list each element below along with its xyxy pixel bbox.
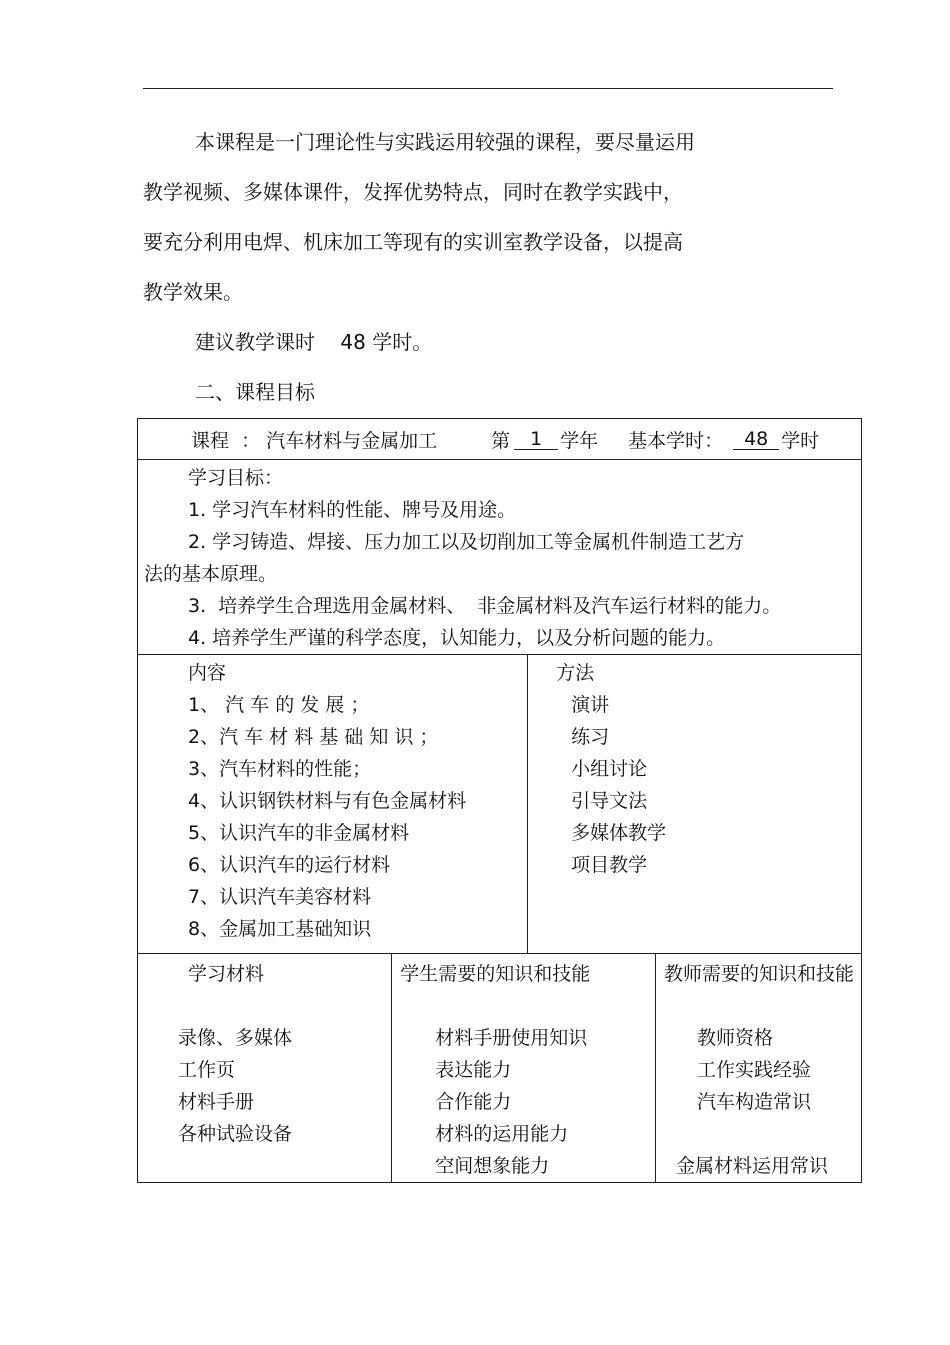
section-heading: 二、课程目标	[195, 380, 315, 404]
student-skill-item: 材料的运用能力	[435, 1123, 569, 1145]
year-suffix: 学年	[560, 429, 599, 452]
objective-item: 2. 学习铸造、焊接、压力加工以及切削加工等金属机件制造工艺方	[188, 531, 745, 553]
objectives-cell	[138, 460, 862, 655]
objectives-title: 学习目标：	[188, 467, 284, 489]
materials-title: 学习材料	[188, 963, 265, 985]
content-item: 8、金属加工基础知识	[188, 918, 372, 940]
method-item: 多媒体教学	[571, 822, 667, 844]
teacher-skill-item: 教师资格	[696, 1027, 773, 1049]
content-item: 1、 汽 车 的 发 展 ；	[188, 694, 370, 716]
student-skills-cell	[392, 954, 656, 1183]
course-header	[138, 419, 861, 459]
content-item: 3、汽车材料的性能；	[188, 758, 372, 780]
method-item: 项目教学	[571, 854, 648, 876]
student-skill-item: 材料手册使用知识	[435, 1027, 588, 1049]
materials-item: 材料手册	[178, 1091, 255, 1113]
teacher-skill-item: 汽车构造常识	[696, 1091, 811, 1113]
materials-cell	[138, 954, 392, 1183]
content-item: 5、认识汽车的非金属材料	[188, 822, 410, 844]
student-skill-item: 表达能力	[435, 1059, 512, 1081]
teacher-skills-title: 教师需要的知识和技能	[663, 963, 854, 985]
hours-note: 建议教学课时 48 学时。	[195, 330, 433, 354]
teacher-skill-item: 工作实践经验	[696, 1059, 811, 1081]
content-title: 内容	[188, 662, 227, 684]
method-item: 演讲	[571, 694, 610, 716]
course-header-cell	[138, 419, 862, 460]
year-prefix: 第	[491, 429, 511, 452]
method-item: 小组讨论	[571, 758, 648, 780]
intro-line-1: 本课程是一门理论性与实践运用较强的课程，要尽量运用	[195, 130, 695, 154]
content-cell	[138, 655, 528, 954]
hours-label: 基本学时：	[628, 429, 724, 452]
intro-line-4: 教学效果。	[143, 280, 243, 304]
content-item: 4、认识钢铁材料与有色金属材料	[188, 790, 467, 812]
method-item: 引导文法	[571, 790, 648, 812]
student-skills-title: 学生需要的知识和技能	[400, 963, 591, 985]
objective-item: 4. 培养学生严谨的科学态度，认知能力，以及分析问题的能力。	[188, 627, 726, 649]
materials-item: 工作页	[178, 1059, 236, 1081]
objective-item: 法的基本原理。	[144, 563, 278, 585]
intro-line-3: 要充分利用电焊、机床加工等现有的实训室教学设备，以提高	[143, 230, 683, 254]
course-table	[137, 418, 862, 1183]
content-item: 7、认识汽车美容材料	[188, 886, 372, 908]
materials-item: 各种试验设备	[178, 1123, 293, 1145]
teacher-skill-item: 金属材料运用常识	[675, 1155, 828, 1177]
materials-item: 录像、多媒体	[178, 1027, 293, 1049]
teacher-skills-cell	[655, 954, 861, 1183]
intro-line-2: 教学视频、多媒体课件，发挥优势特点，同时在教学实践中，	[143, 180, 683, 204]
course-label: 课程 ：	[191, 429, 261, 452]
year-value: 1	[514, 429, 558, 450]
method-item: 练习	[571, 726, 610, 748]
teacher-skill-item	[656, 1118, 861, 1150]
hours-value: 48	[733, 429, 779, 450]
method-title: 方法	[556, 662, 595, 684]
hours-suffix: 学时	[781, 429, 820, 452]
objective-item: 3. 培养学生合理选用金属材料、 非金属材料及汽车运行材料的能力。	[188, 595, 782, 617]
course-name: 汽车材料与金属加工	[266, 429, 438, 452]
method-cell	[528, 655, 862, 954]
student-skill-item: 合作能力	[435, 1091, 512, 1113]
content-item: 2、汽 车 材 料 基 础 知 识 ；	[188, 726, 439, 748]
student-skill-item: 空间想象能力	[435, 1155, 550, 1177]
header-rule	[143, 88, 833, 89]
content-item: 6、认识汽车的运行材料	[188, 854, 391, 876]
objective-item: 1. 学习汽车材料的性能、牌号及用途。	[188, 499, 517, 521]
